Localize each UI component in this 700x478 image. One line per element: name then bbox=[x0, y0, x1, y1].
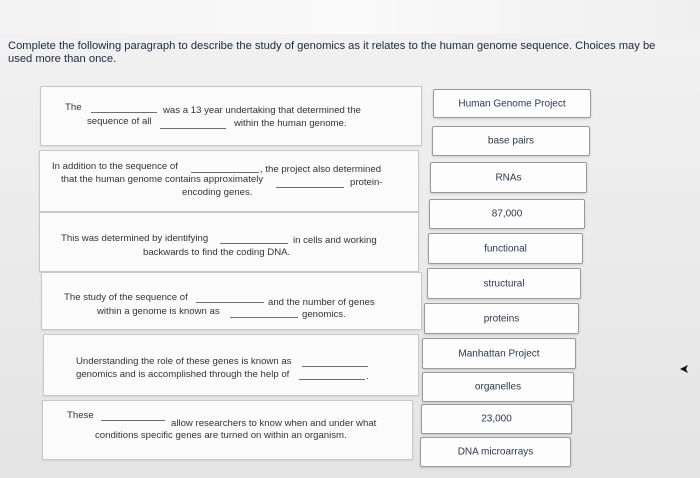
prompt-box-6 bbox=[42, 400, 413, 460]
choice-label: structural bbox=[483, 278, 525, 289]
blank-slot[interactable] bbox=[302, 366, 368, 367]
prompt-box-5 bbox=[43, 334, 419, 396]
choice-proteins[interactable] bbox=[424, 303, 579, 334]
choice-manhattan-project[interactable] bbox=[422, 338, 576, 369]
choice-organelles[interactable] bbox=[422, 372, 574, 402]
choice-23000[interactable] bbox=[421, 404, 572, 434]
blank-slot[interactable] bbox=[299, 379, 365, 380]
choice-label: DNA microarrays bbox=[457, 446, 534, 458]
prompt-text: The bbox=[65, 102, 82, 113]
prompt-text: within the human genome. bbox=[234, 118, 347, 129]
prompt-text: genomics and is accomplished through the help of bbox=[76, 369, 290, 380]
prompt-text: protein- bbox=[350, 177, 383, 188]
prompt-text: in cells and working bbox=[293, 235, 377, 246]
prompt-text: In addition to the sequence of bbox=[52, 161, 178, 172]
prompt-text: , the project also determined bbox=[260, 164, 382, 175]
choice-label: organelles bbox=[474, 381, 522, 393]
prompt-text: genomics. bbox=[302, 309, 346, 320]
prompt-text: that the human genome contains approximately bbox=[61, 174, 264, 185]
blank-slot[interactable] bbox=[101, 420, 165, 421]
prompt-text: These bbox=[67, 410, 94, 421]
prompt-text: . bbox=[366, 371, 369, 382]
choice-label: Human Genome Project bbox=[458, 98, 566, 109]
prompt-text: within a genome is known as bbox=[97, 306, 220, 317]
choice-label: RNAs bbox=[495, 172, 522, 183]
top-strip bbox=[0, 0, 700, 34]
choice-87000[interactable] bbox=[429, 199, 585, 229]
instructions bbox=[8, 40, 700, 66]
prompt-text: encoding genes. bbox=[182, 187, 253, 198]
blank-slot[interactable] bbox=[196, 302, 264, 303]
prompt-text: was a 13 year undertaking that determined the bbox=[163, 105, 361, 116]
prompt-box-3 bbox=[39, 212, 419, 272]
choice-label: Manhattan Project bbox=[458, 348, 540, 359]
instructions-line-2: used more than once. bbox=[8, 53, 117, 65]
prompt-text: backwards to find the coding DNA. bbox=[143, 247, 291, 258]
prompt-text: and the number of genes bbox=[268, 297, 375, 308]
blank-slot[interactable] bbox=[276, 187, 344, 188]
cursor-arrow-icon bbox=[679, 364, 689, 374]
choice-label: functional bbox=[484, 243, 527, 254]
blank-slot[interactable] bbox=[160, 128, 226, 129]
choice-structural[interactable] bbox=[427, 268, 581, 299]
prompt-text: allow researchers to know when and under what bbox=[171, 418, 377, 429]
instructions-line-1: Complete the following paragraph to describe the study of genomics as it relates to the human genome sequence. Choices may be bbox=[8, 40, 656, 52]
prompt-text: This was determined by identifying bbox=[61, 233, 209, 244]
choice-human-genome-project[interactable] bbox=[433, 89, 591, 118]
choice-base-pairs[interactable] bbox=[432, 126, 590, 156]
choice-functional[interactable] bbox=[428, 233, 583, 264]
prompt-text: Understanding the role of these genes is known as bbox=[76, 356, 292, 367]
choice-label: proteins bbox=[483, 313, 520, 324]
blank-slot[interactable] bbox=[220, 243, 288, 244]
choice-rnas[interactable] bbox=[430, 162, 587, 193]
prompt-box-1 bbox=[40, 86, 422, 146]
prompt-box-2 bbox=[39, 150, 419, 212]
prompt-box-4 bbox=[41, 272, 422, 330]
choice-label: base pairs bbox=[487, 135, 535, 147]
choice-label: 23,000 bbox=[481, 413, 512, 425]
choice-label: 87,000 bbox=[491, 208, 523, 220]
prompt-text: conditions specific genes are turned on within an organism. bbox=[95, 430, 347, 441]
blank-slot[interactable] bbox=[91, 112, 157, 113]
prompt-text: The study of the sequence of bbox=[64, 292, 188, 303]
choice-dna-microarrays[interactable] bbox=[420, 437, 571, 467]
prompt-text: sequence of all bbox=[87, 116, 152, 127]
blank-slot[interactable] bbox=[230, 317, 298, 318]
